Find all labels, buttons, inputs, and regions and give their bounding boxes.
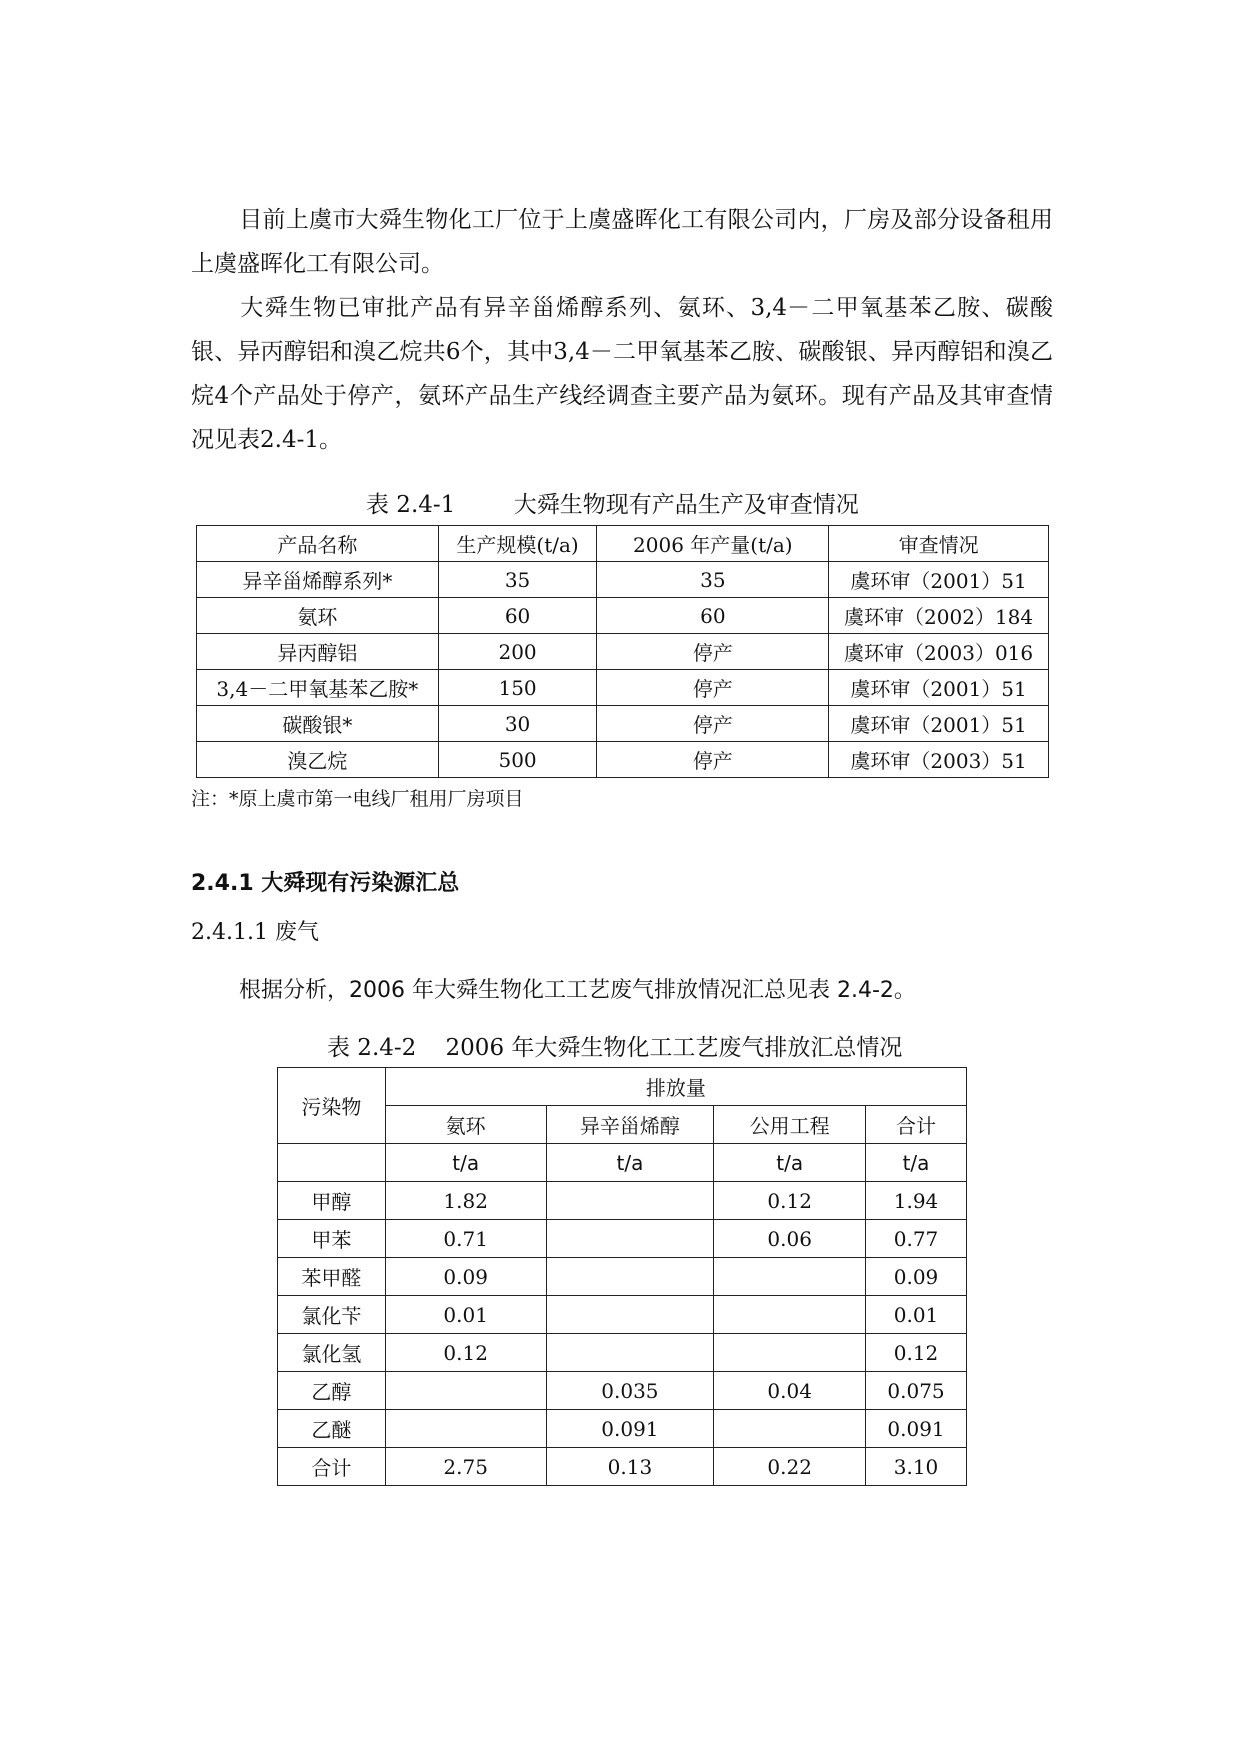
table-cell: 35: [597, 562, 829, 598]
table-cell: [385, 1410, 546, 1448]
table-cell: 0.12: [385, 1334, 546, 1372]
header-cell: 生产规模(t/a): [438, 526, 597, 562]
column-header-cell: 公用工程: [714, 1106, 866, 1144]
header-cell: 审查情况: [829, 526, 1049, 562]
table-cell: 200: [438, 634, 597, 670]
table-cell: 0.71: [385, 1220, 546, 1258]
unit-cell-empty: [278, 1144, 386, 1182]
table-cell: 0.09: [385, 1258, 546, 1296]
table-row: [278, 1220, 967, 1258]
table-cell: 氨环: [197, 598, 439, 634]
unit-cell: t/a: [385, 1144, 546, 1182]
table2-caption: 表 2.4-2 2006 年大舜生物化工工艺废气排放汇总情况: [327, 1035, 903, 1061]
table-row: [197, 634, 1049, 670]
header-cell: 产品名称: [197, 526, 439, 562]
group-header-cell: 排放量: [385, 1068, 966, 1106]
intro-text: 目前上虞市大舜生物化工厂位于上虞盛晖化工有限公司内，厂房及部分设备租用上虞盛晖化工有限公司。: [191, 207, 1053, 277]
table-cell: 0.13: [546, 1448, 714, 1486]
table-cell: [714, 1296, 866, 1334]
table-cell: 0.035: [546, 1372, 714, 1410]
table-cell: [714, 1410, 866, 1448]
group-header-row: [278, 1068, 967, 1106]
table-row: [278, 1296, 967, 1334]
table-cell: 停产: [597, 742, 829, 778]
emission-table-body: [278, 1068, 967, 1486]
row-header-cell: 污染物: [278, 1068, 386, 1144]
column-header-cell: 合计: [866, 1106, 967, 1144]
table-cell: 0.01: [866, 1296, 967, 1334]
table-cell: 60: [597, 598, 829, 634]
table-cell: 乙醚: [278, 1410, 386, 1448]
table-cell: [546, 1334, 714, 1372]
table-row: [278, 1258, 967, 1296]
table-cell: [385, 1372, 546, 1410]
table-cell: 虞环审（2002）184: [829, 598, 1049, 634]
table-cell: 甲苯: [278, 1220, 386, 1258]
table-row: [197, 598, 1049, 634]
table-cell: 30: [438, 706, 597, 742]
column-header-cell: 异辛甾烯醇: [546, 1106, 714, 1144]
table-row: [197, 706, 1049, 742]
table-row: [197, 562, 1049, 598]
table-cell: 虞环审（2001）51: [829, 706, 1049, 742]
table-cell: 溴乙烷: [197, 742, 439, 778]
table-cell: 停产: [597, 706, 829, 742]
table-cell: 碳酸银*: [197, 706, 439, 742]
table-cell: 0.06: [714, 1220, 866, 1258]
table-cell: 0.01: [385, 1296, 546, 1334]
table-cell: 3,4－二甲氧基苯乙胺*: [197, 670, 439, 706]
unit-row: [278, 1144, 967, 1182]
products-table-body: [197, 526, 1049, 778]
emission-paragraph: 根据分析，2006 年大舜生物化工工艺废气排放情况汇总见表 2.4-2。: [239, 978, 916, 1003]
table-cell: [714, 1334, 866, 1372]
table-cell: 3.10: [866, 1448, 967, 1486]
table-cell: 0.09: [866, 1258, 967, 1296]
table-header-row: [197, 526, 1049, 562]
header-cell: 2006 年产量(t/a): [597, 526, 829, 562]
table-cell: 1.94: [866, 1182, 967, 1220]
table-cell: 2.75: [385, 1448, 546, 1486]
table-cell: 异辛甾烯醇系列*: [197, 562, 439, 598]
table-row: [278, 1182, 967, 1220]
table-cell: 虞环审（2001）51: [829, 562, 1049, 598]
table-cell: 150: [438, 670, 597, 706]
table-cell: 500: [438, 742, 597, 778]
table-cell: 60: [438, 598, 597, 634]
table-cell: 合计: [278, 1448, 386, 1486]
table-cell: 停产: [597, 670, 829, 706]
table-row: [278, 1334, 967, 1372]
table-cell: 氯化苄: [278, 1296, 386, 1334]
table-cell: 1.82: [385, 1182, 546, 1220]
table-cell: [546, 1220, 714, 1258]
unit-cell: t/a: [714, 1144, 866, 1182]
table-cell: 0.091: [866, 1410, 967, 1448]
table-cell: [546, 1182, 714, 1220]
table-cell: [714, 1258, 866, 1296]
table-row: [278, 1372, 967, 1410]
table-cell: 0.12: [714, 1182, 866, 1220]
table-cell: 0.77: [866, 1220, 967, 1258]
table-cell: 0.12: [866, 1334, 967, 1372]
table-cell: 0.091: [546, 1410, 714, 1448]
section-subheading: 2.4.1.1 废气: [191, 920, 319, 945]
products-text: 大舜生物已审批产品有异辛甾烯醇系列、氨环、3,4－二甲氧基苯乙胺、碳酸银、异丙醇铝和溴乙烷共6个，其中3,4－二甲氧基苯乙胺、碳酸银、异丙醇铝和溴乙烷4个产品处于停产，氨环产品生产线经调查主要产品为氨环。现有产品及其审查情况见表2.4-1。: [191, 295, 1053, 453]
table1-note: 注：*原上虞市第一电线厂租用厂房项目: [191, 788, 524, 810]
table-cell: 甲醇: [278, 1182, 386, 1220]
unit-cell: t/a: [546, 1144, 714, 1182]
table-cell: 氯化氢: [278, 1334, 386, 1372]
emission-table: [277, 1067, 967, 1486]
products-paragraph: [191, 286, 1053, 462]
table-cell: 虞环审（2003）51: [829, 742, 1049, 778]
products-table: [196, 525, 1049, 778]
table-cell: 0.04: [714, 1372, 866, 1410]
table-cell: [546, 1258, 714, 1296]
table1-caption: 表 2.4-1 大舜生物现有产品生产及审查情况: [366, 492, 859, 518]
table-row: [197, 742, 1049, 778]
table-cell: 0.22: [714, 1448, 866, 1486]
section-heading: 2.4.1 大舜现有污染源汇总: [191, 871, 460, 896]
table-cell: 0.075: [866, 1372, 967, 1410]
table-cell: 苯甲醛: [278, 1258, 386, 1296]
table-row: [197, 670, 1049, 706]
table-cell: 35: [438, 562, 597, 598]
unit-cell: t/a: [866, 1144, 967, 1182]
table-cell: 虞环审（2001）51: [829, 670, 1049, 706]
intro-paragraph: [191, 198, 1053, 286]
table-cell: [546, 1296, 714, 1334]
table-cell: 异丙醇铝: [197, 634, 439, 670]
table-row: [278, 1448, 967, 1486]
table-cell: 虞环审（2003）016: [829, 634, 1049, 670]
table-row: [278, 1410, 967, 1448]
column-header-cell: 氨环: [385, 1106, 546, 1144]
table-cell: 停产: [597, 634, 829, 670]
table-cell: 乙醇: [278, 1372, 386, 1410]
